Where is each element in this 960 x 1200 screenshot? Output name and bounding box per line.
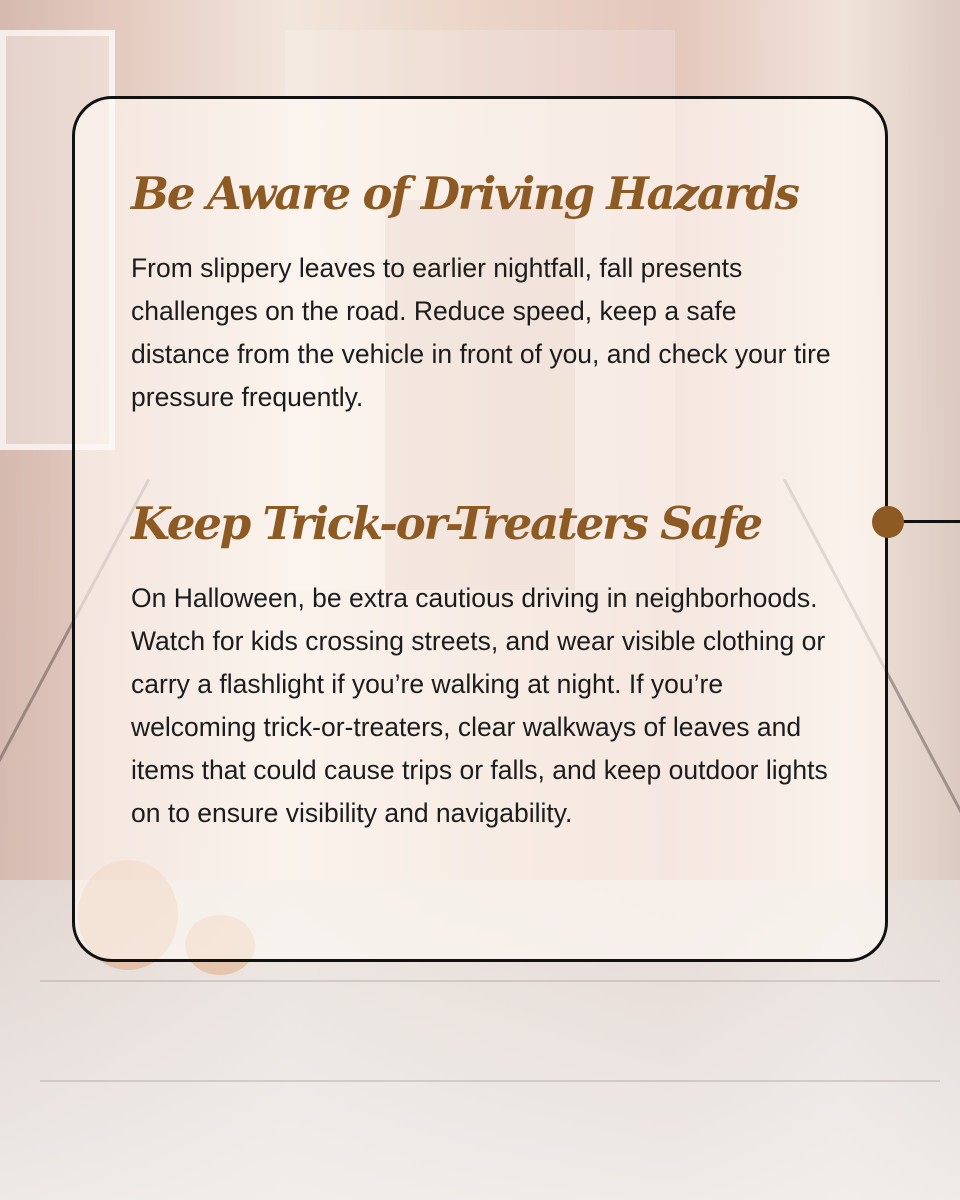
section-body: On Halloween, be extra cautious driving in neighborhoods. Watch for kids crossing streets, and wear visible clothing or carry a flashlight if you’re walking at night. If you’re welcoming trick-or-treaters, clear walkways of leaves and items that could cause trips or falls, and keep outdoor lights on to ensure visibility and navigability.	[131, 582, 828, 828]
section-heading: Keep Trick-or-Treaters Safe	[131, 497, 761, 550]
info-card	[72, 96, 888, 962]
section-body: From slippery leaves to earlier nightfall, fall presents challenges on the road. Reduce speed, keep a safe distance from the vehicle in front of you, and check your tire pressure frequently.	[131, 252, 831, 412]
connector-dot	[872, 506, 904, 538]
step-edge	[40, 980, 940, 982]
section-trick-or-treaters	[131, 499, 831, 835]
step-edge	[40, 1080, 940, 1082]
connector-line	[900, 520, 960, 523]
section-driving-hazards	[131, 169, 831, 419]
section-heading: Be Aware of Driving Hazards	[131, 167, 798, 220]
